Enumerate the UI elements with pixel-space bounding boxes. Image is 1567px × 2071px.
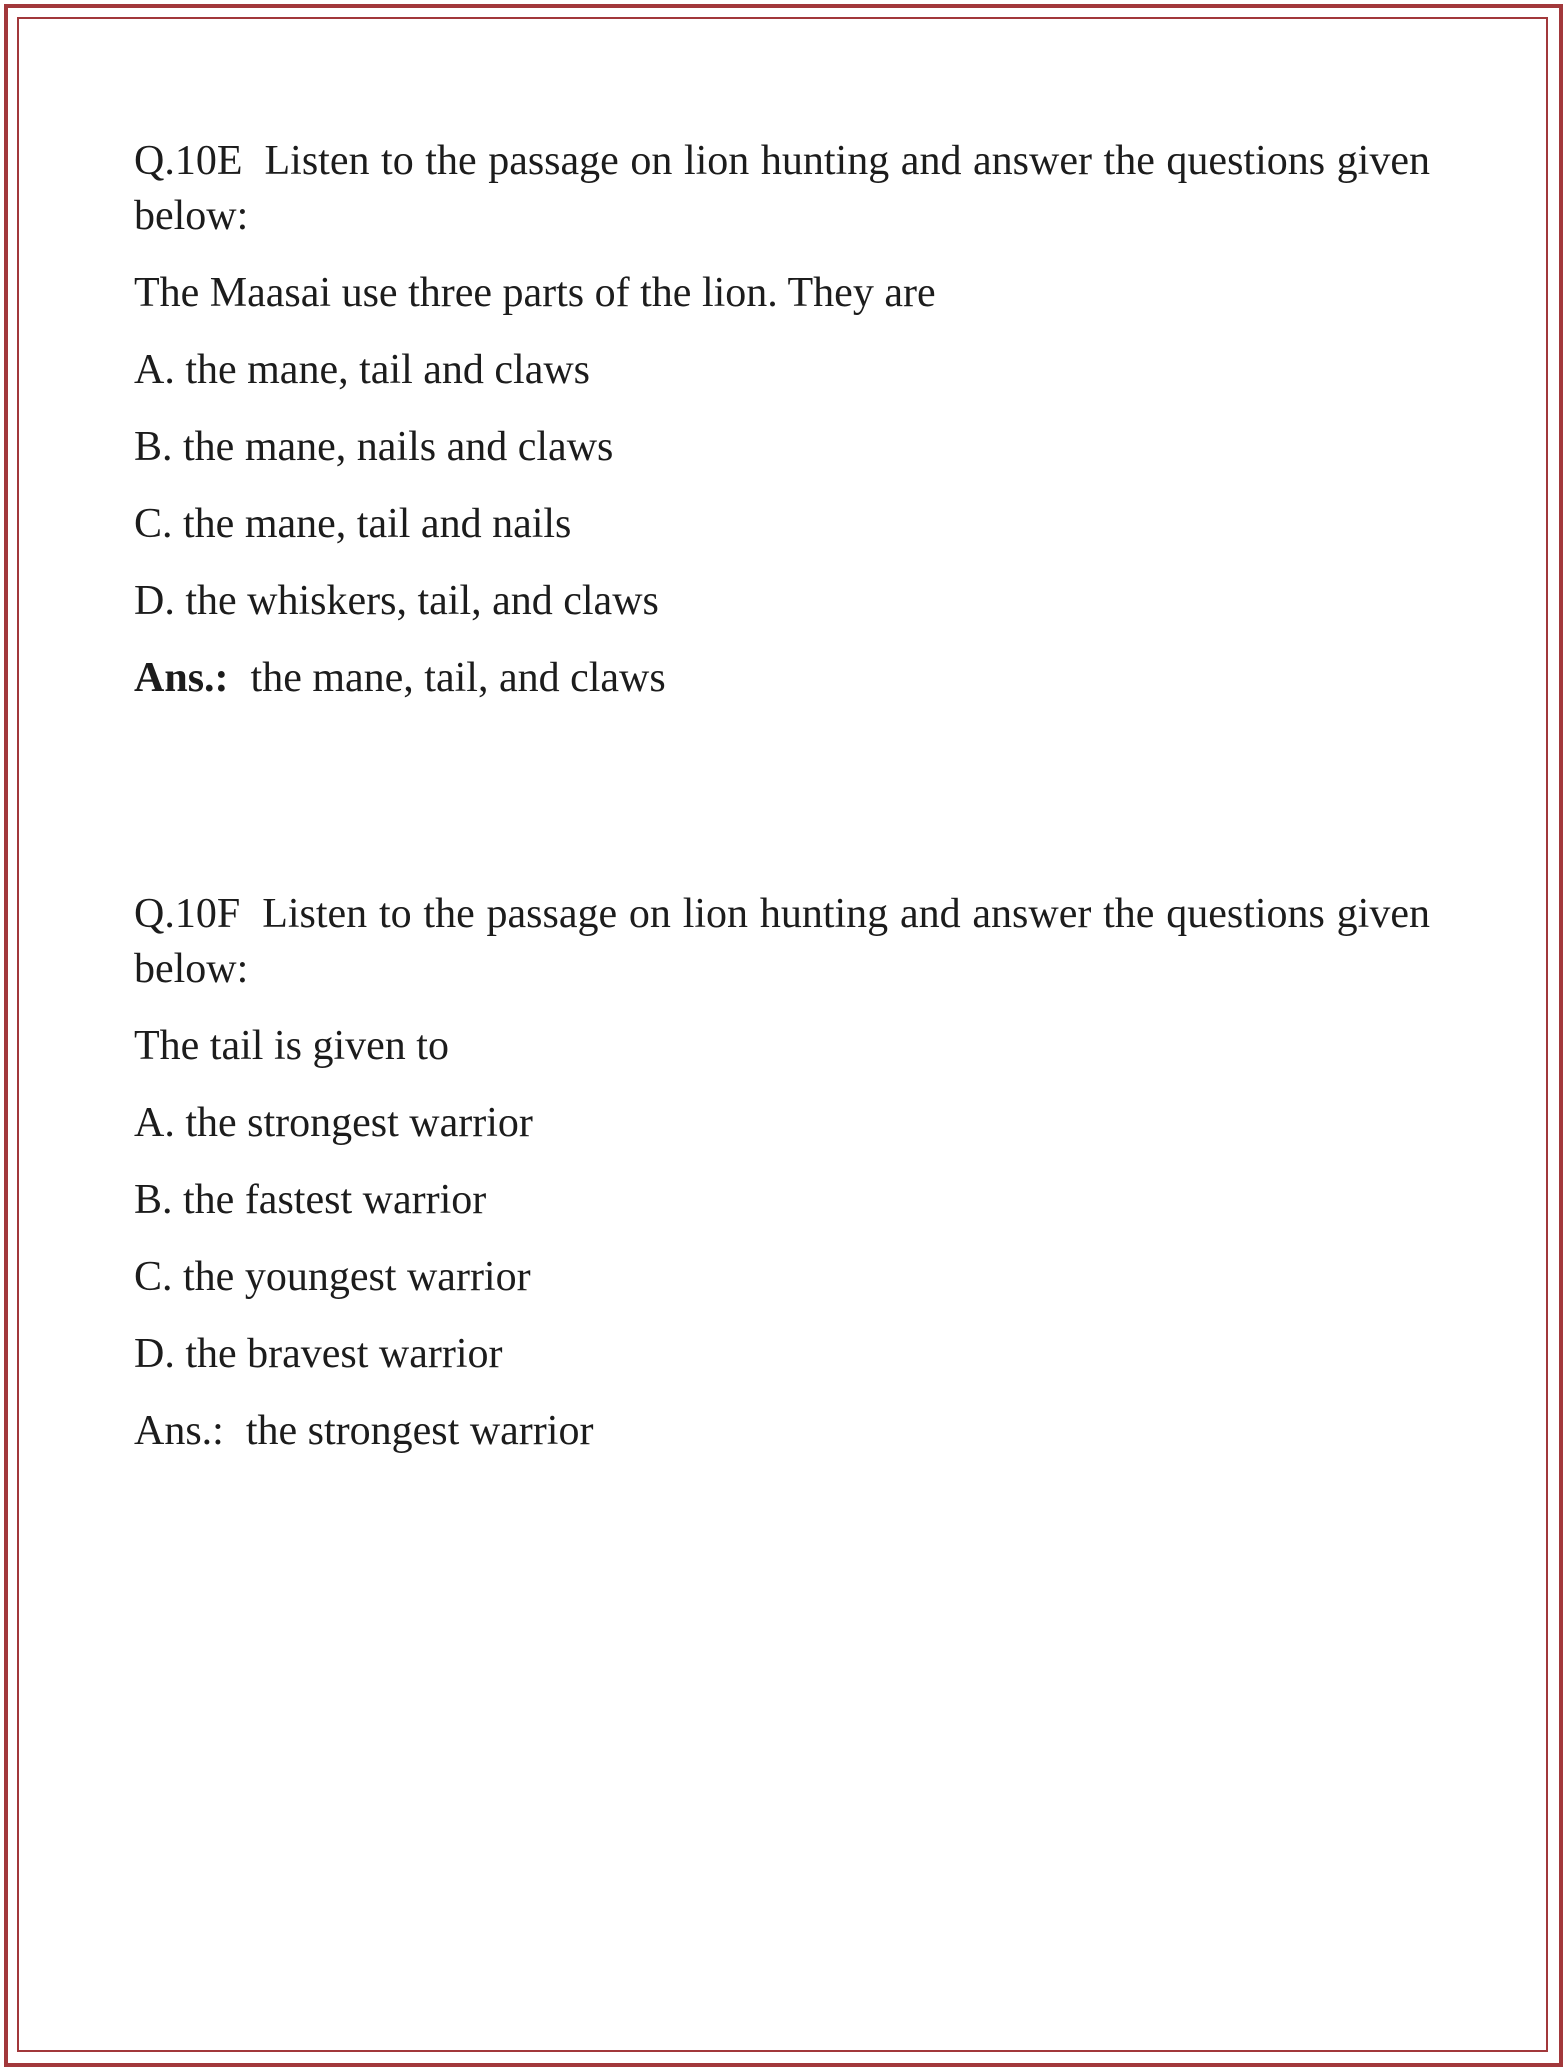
question-10e [134,134,1430,706]
question-heading [134,134,1430,244]
question-instruction: Listen to the passage on lion hunting and answer the questions given below: [134,138,1430,239]
answer-text: the strongest warrior [245,1408,594,1454]
question-stem: The tail is given to [134,1023,449,1069]
answer-line [134,1404,1430,1459]
question-number: Q.10F [134,891,241,937]
option-c: C. the mane, tail and nails [134,501,572,547]
answer-line [134,651,1430,706]
answer-label: Ans.: [134,655,229,701]
question-heading [134,887,1430,997]
option-b: B. the fastest warrior [134,1177,487,1223]
option-b: B. the mane, nails and claws [134,424,614,470]
question-number: Q.10E [134,138,243,184]
answer-text: the mane, tail, and claws [250,655,666,701]
question-stem: The Maasai use three parts of the lion. They are [134,270,936,316]
option-d: D. the whiskers, tail, and claws [134,578,659,624]
answer-label: Ans.: [134,1408,224,1454]
option-a: A. the mane, tail and claws [134,347,591,393]
question-10f [134,887,1430,1459]
option-c: C. the youngest warrior [134,1254,531,1300]
option-d: D. the bravest warrior [134,1331,503,1377]
question-instruction: Listen to the passage on lion hunting and answer the questions given below: [134,891,1430,992]
option-a: A. the strongest warrior [134,1100,533,1146]
